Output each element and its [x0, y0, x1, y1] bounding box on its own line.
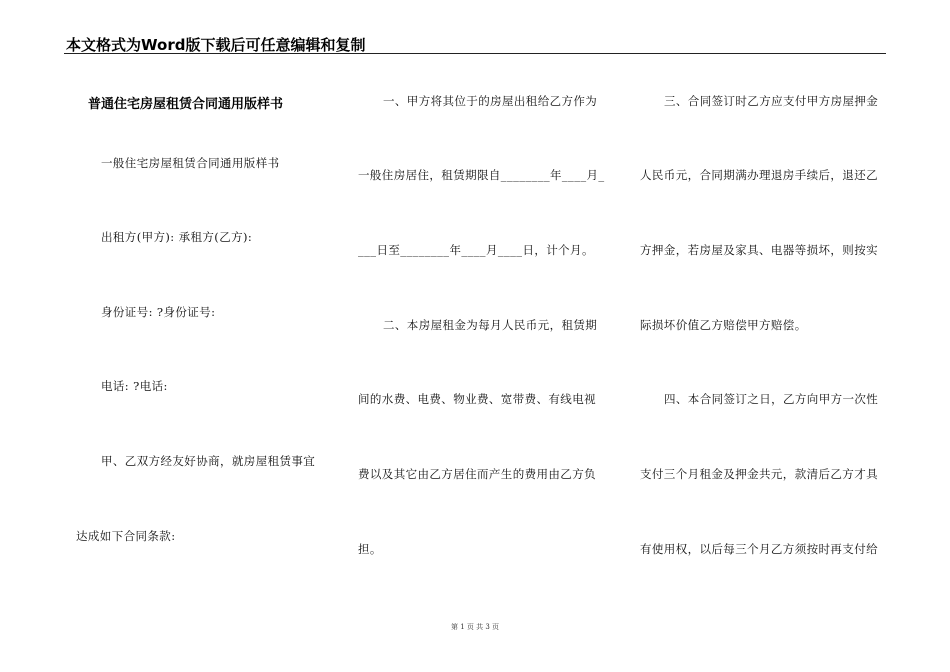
col3-line: 三、合同签订时乙方应支付甲方房屋押金	[664, 94, 879, 108]
header-banner: 本文格式为Word版下载后可任意编辑和复制	[66, 36, 366, 54]
col3-line: 方押金，若房屋及家具、电器等损坏，则按实	[640, 243, 878, 257]
col1-line: 出租方(甲方): 承租方(乙方):	[101, 230, 253, 244]
col3-line: 支付三个月租金及押金共元，款清后乙方才具	[640, 467, 878, 481]
col1-line: 一般住宅房屋租赁合同通用版样书	[101, 156, 280, 170]
col2-line: 一般住房居住，租赁期限自________年____月_	[358, 168, 605, 182]
col3-line: 四、本合同签订之日，乙方向甲方一次性	[664, 392, 879, 406]
col1-line: 甲、乙双方经友好协商，就房屋租赁事宜	[101, 454, 316, 468]
col2-line: 一、甲方将其位于的房屋出租给乙方作为	[383, 94, 598, 108]
col1-line: 电话: ?电话:	[101, 379, 168, 393]
col2-line: 担。	[358, 542, 382, 556]
col3-line: 人民币元，合同期满办理退房手续后，退还乙	[640, 168, 878, 182]
document-title: 普通住宅房屋租赁合同通用版样书	[88, 97, 284, 112]
col3-line: 际损坏价值乙方赔偿甲方赔偿。	[640, 318, 807, 332]
col1-line: 达成如下合同条款:	[76, 529, 176, 543]
col2-line: ___日至________年____月____日，计个月。	[358, 243, 594, 257]
header-rule	[64, 53, 886, 54]
col2-line: 间的水费、电费、物业费、宽带费、有线电视	[358, 392, 596, 406]
page-indicator: 第 1 页 共 3 页	[450, 623, 500, 631]
col2-line: 二、本房屋租金为每月人民币元，租赁期	[383, 318, 598, 332]
col2-line: 费以及其它由乙方居住而产生的费用由乙方负	[358, 467, 596, 481]
col3-line: 有使用权，以后每三个月乙方须按时再支付给	[640, 542, 878, 556]
col1-line: 身份证号: ?身份证号:	[101, 305, 216, 319]
